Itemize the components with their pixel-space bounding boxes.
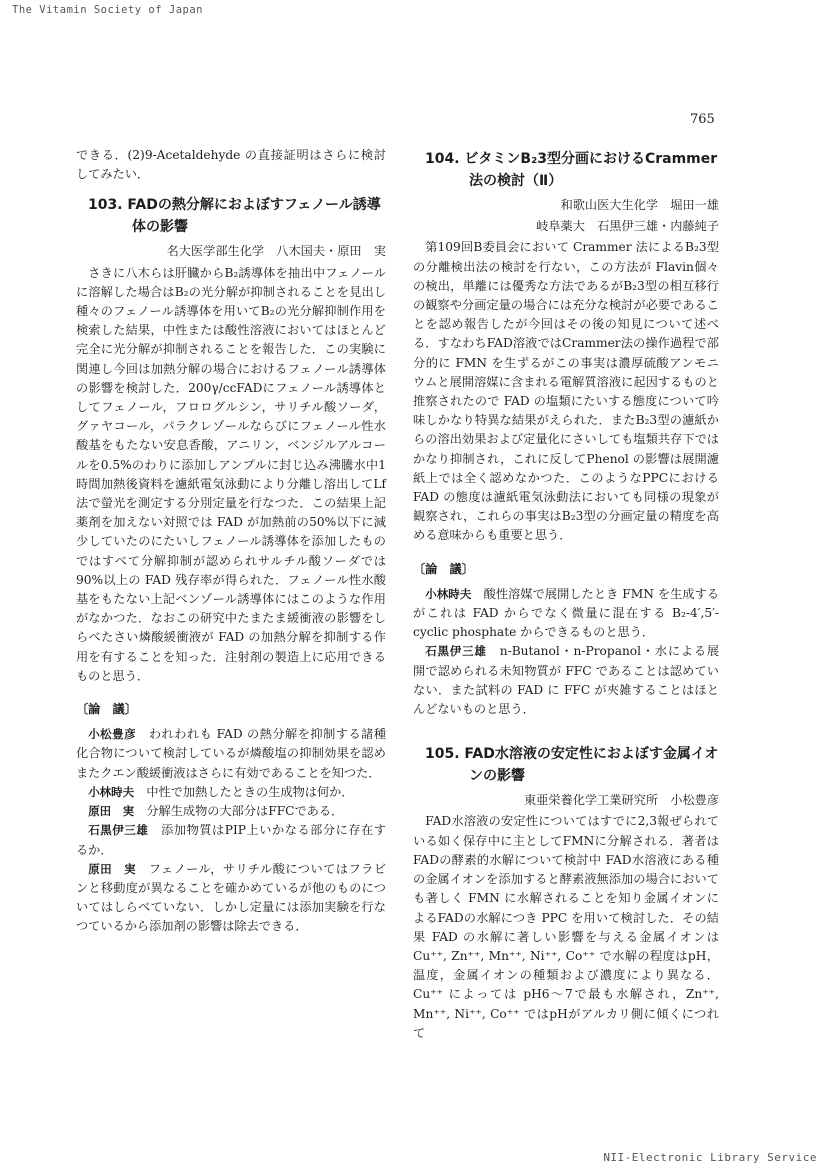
speaker-name: 原田 実 (88, 861, 137, 876)
speaker-name: 小林時夫 (425, 586, 472, 601)
discussion-text: 添加物質はPIP上いかなる部分に存在するか． (76, 823, 387, 857)
section-104-affiliation-1: 和歌山医大生化学 堀田一雄 (560, 198, 719, 212)
journal-header: The Vitamin Society of Japan (12, 4, 204, 16)
discussion-text: 中性で加熱したときの生成物は何か． (146, 784, 354, 799)
discussion-text: 酸性溶媒で展開したとき FMN を生成するがこれは FAD からでなく微量に混在する B₂-4′,5′-cyclic phosphate からできるものと思う． (413, 586, 719, 640)
discussion-entry (76, 821, 386, 859)
speaker-name: 石黒伊三雄 (88, 823, 149, 838)
discussion-entry (413, 642, 719, 719)
page-number: 765 (690, 112, 715, 127)
section-103-discussion-heading: 〔論 議〕 (76, 702, 137, 717)
discussion-text: n-Butanol・n-Propanol・水による展開で認められる未知物質が FFC であることは認めていない．また試料の FAD に FFC が夾雑することはほとんどないものと思う． (413, 644, 720, 717)
speaker-name: 小林時夫 (88, 784, 135, 799)
section-103-body: さきに八木らは肝臓からB₂誘導体を抽出中フェノールに溶解した場合はB₂の光分解が抑制されることを見出し種々のフェノール誘導体を用いてB₂の光分解抑制作用を検索した結果，中性または酸性溶液においてはほとんど完全に光分解が抑制されることを報告した．この実験に関連し今回は加熱分解の場合におけるフェノール誘導体の影響を検討した．200γ/ccFADにフェノール誘導体としてフェノール，フロログルシン，サリチル酸ソーダ，グァヤコール，パラクレゾールならびにフェノール性水酸基をもたない安息香酸，アニリン，ベンジルアルコールを0.5%のわりに添加しアンプルに封じ込み沸騰水中1時間加熱後資料を濾紙電気泳動により分離し溶出してLf法で螢光を測定する分別定量を行なつた．この結果上記薬剤を加えない対照では FAD が加熱前の50%以下に減少していたのにたいしフェノール誘導体を添加したものではすべて分解抑制が認められサルチル酸ソーダでは 90%以上の FAD 残存率が得られた．フェノール性水酸基をもたない上記ベンゾール誘導体にはこのような作用がなかつた．なおこの研究中たまたま緩衝液の影響をしらべたさい燐酸緩衝液が FAD の加熱分解を抑制する作用を有することを知った．注射剤の製造上に応用できるものと思う． (76, 265, 386, 683)
speaker-name: 石黒伊三雄 (425, 644, 487, 659)
previous-section-tail: できる．(2)9-Acetaldehyde の直接証明はさらに検討してみたい． (76, 148, 386, 182)
section-103-title: 103. FADの熱分解におよぼすフェノール誘導体の影響 (88, 197, 381, 236)
section-105-body: FAD水溶液の安定性についてはすでに2,3報ぜられている如く保存中に主としてFMNに分解される．著者はFADの酵素的水解について検討中 FAD水溶液にある種の金属イオンを添加すると酵素液無添加の場合においても著しく FMN に水解されることを知り金属イオンによるFADの水解につき PPC を用いて検討した．その結果 FAD の水解に著しい影響を与える金属イオンは Cu⁺⁺, Zn⁺⁺, Mn⁺⁺, Ni⁺⁺, Co⁺⁺ で水解の程度はpH，温度，金属イオンの種類および濃度により異なる．Cu⁺⁺ によっては pH6～7で最も水解され，Zn⁺⁺, Mn⁺⁺, Ni⁺⁺, Co⁺⁺ ではpHがアルカリ側に傾くにつれて (413, 814, 719, 1040)
section-104-title: 104. ビタミンB₂3型分画におけるCrammer法の検討（Ⅱ） (425, 151, 718, 189)
discussion-entry (76, 860, 386, 937)
discussion-text: われわれも FAD の熱分解を抑制する諸種化合物について検討しているが燐酸塩の抑制効果を認めまたクエン酸緩衝液はさらに有効であることを知つた． (76, 727, 387, 780)
section-104-body: 第109回B委員会において Crammer 法によるB₂3型の分離検出法の検討を行ない，この方法が Flavin個々の検出，単離には優秀な方法であるがB₂3型の相互移行の観察や分画定量の場合には充分な検討が必要であることを認め報告したが今回はその後の知見について述べる．すなわちFAD溶液ではCrammer法の操作過程で部分的に FMN を生ずるがこの事実は濃厚硫酸アンモニウムと展開溶媒に含まれる電解質溶液に起因するものと推察されたので FAD の塩類にたいする態度について吟味しかなり特異な結果がえられた．またB₂3型の濾紙からの溶出効果および定量化にさいしても塩類共存下ではかなり抑制され，これに反してPhenol の影響は展開濾紙上では全く認めなかつた．このようなPPCにおける FAD の態度は濾紙電気泳動法においても同様の現象が観察され，これらの事実はB₂3型の分画定量の精度を高める意味からも重要と思う． (413, 240, 719, 543)
discussion-entry (76, 783, 386, 802)
discussion-entry (413, 585, 719, 643)
discussion-entry (76, 725, 386, 783)
discussion-text: フェノール，サリチル酸についてはフラビンと移動度が異なることを確かめているが他のものについてはしらべていない．しかし定量には添加実験を行なつているから添加剤の影響は除去できる． (76, 861, 387, 934)
discussion-text: 分解生成物の大部分はFFCである． (146, 804, 344, 819)
discussion-entry (76, 802, 386, 821)
left-column (76, 146, 386, 937)
speaker-name: 小松豊彦 (88, 727, 137, 742)
speaker-name: 原田 実 (88, 804, 135, 819)
library-footer: NII-Electronic Library Service (603, 1151, 817, 1164)
section-103-authors: 名大医学部生化学 八木国夫・原田 実 (166, 244, 386, 259)
section-105-affiliation: 東亜栄養化学工業研究所 小松豊彦 (524, 793, 719, 808)
section-105-title: 105. FAD水溶液の安定性におよぼす金属イオンの影響 (425, 746, 719, 785)
right-column (413, 148, 719, 1043)
section-104-affiliation-2: 岐阜薬大 石黒伊三雄・内藤純子 (536, 219, 719, 234)
section-104-discussion-heading: 〔論 議〕 (413, 561, 474, 576)
